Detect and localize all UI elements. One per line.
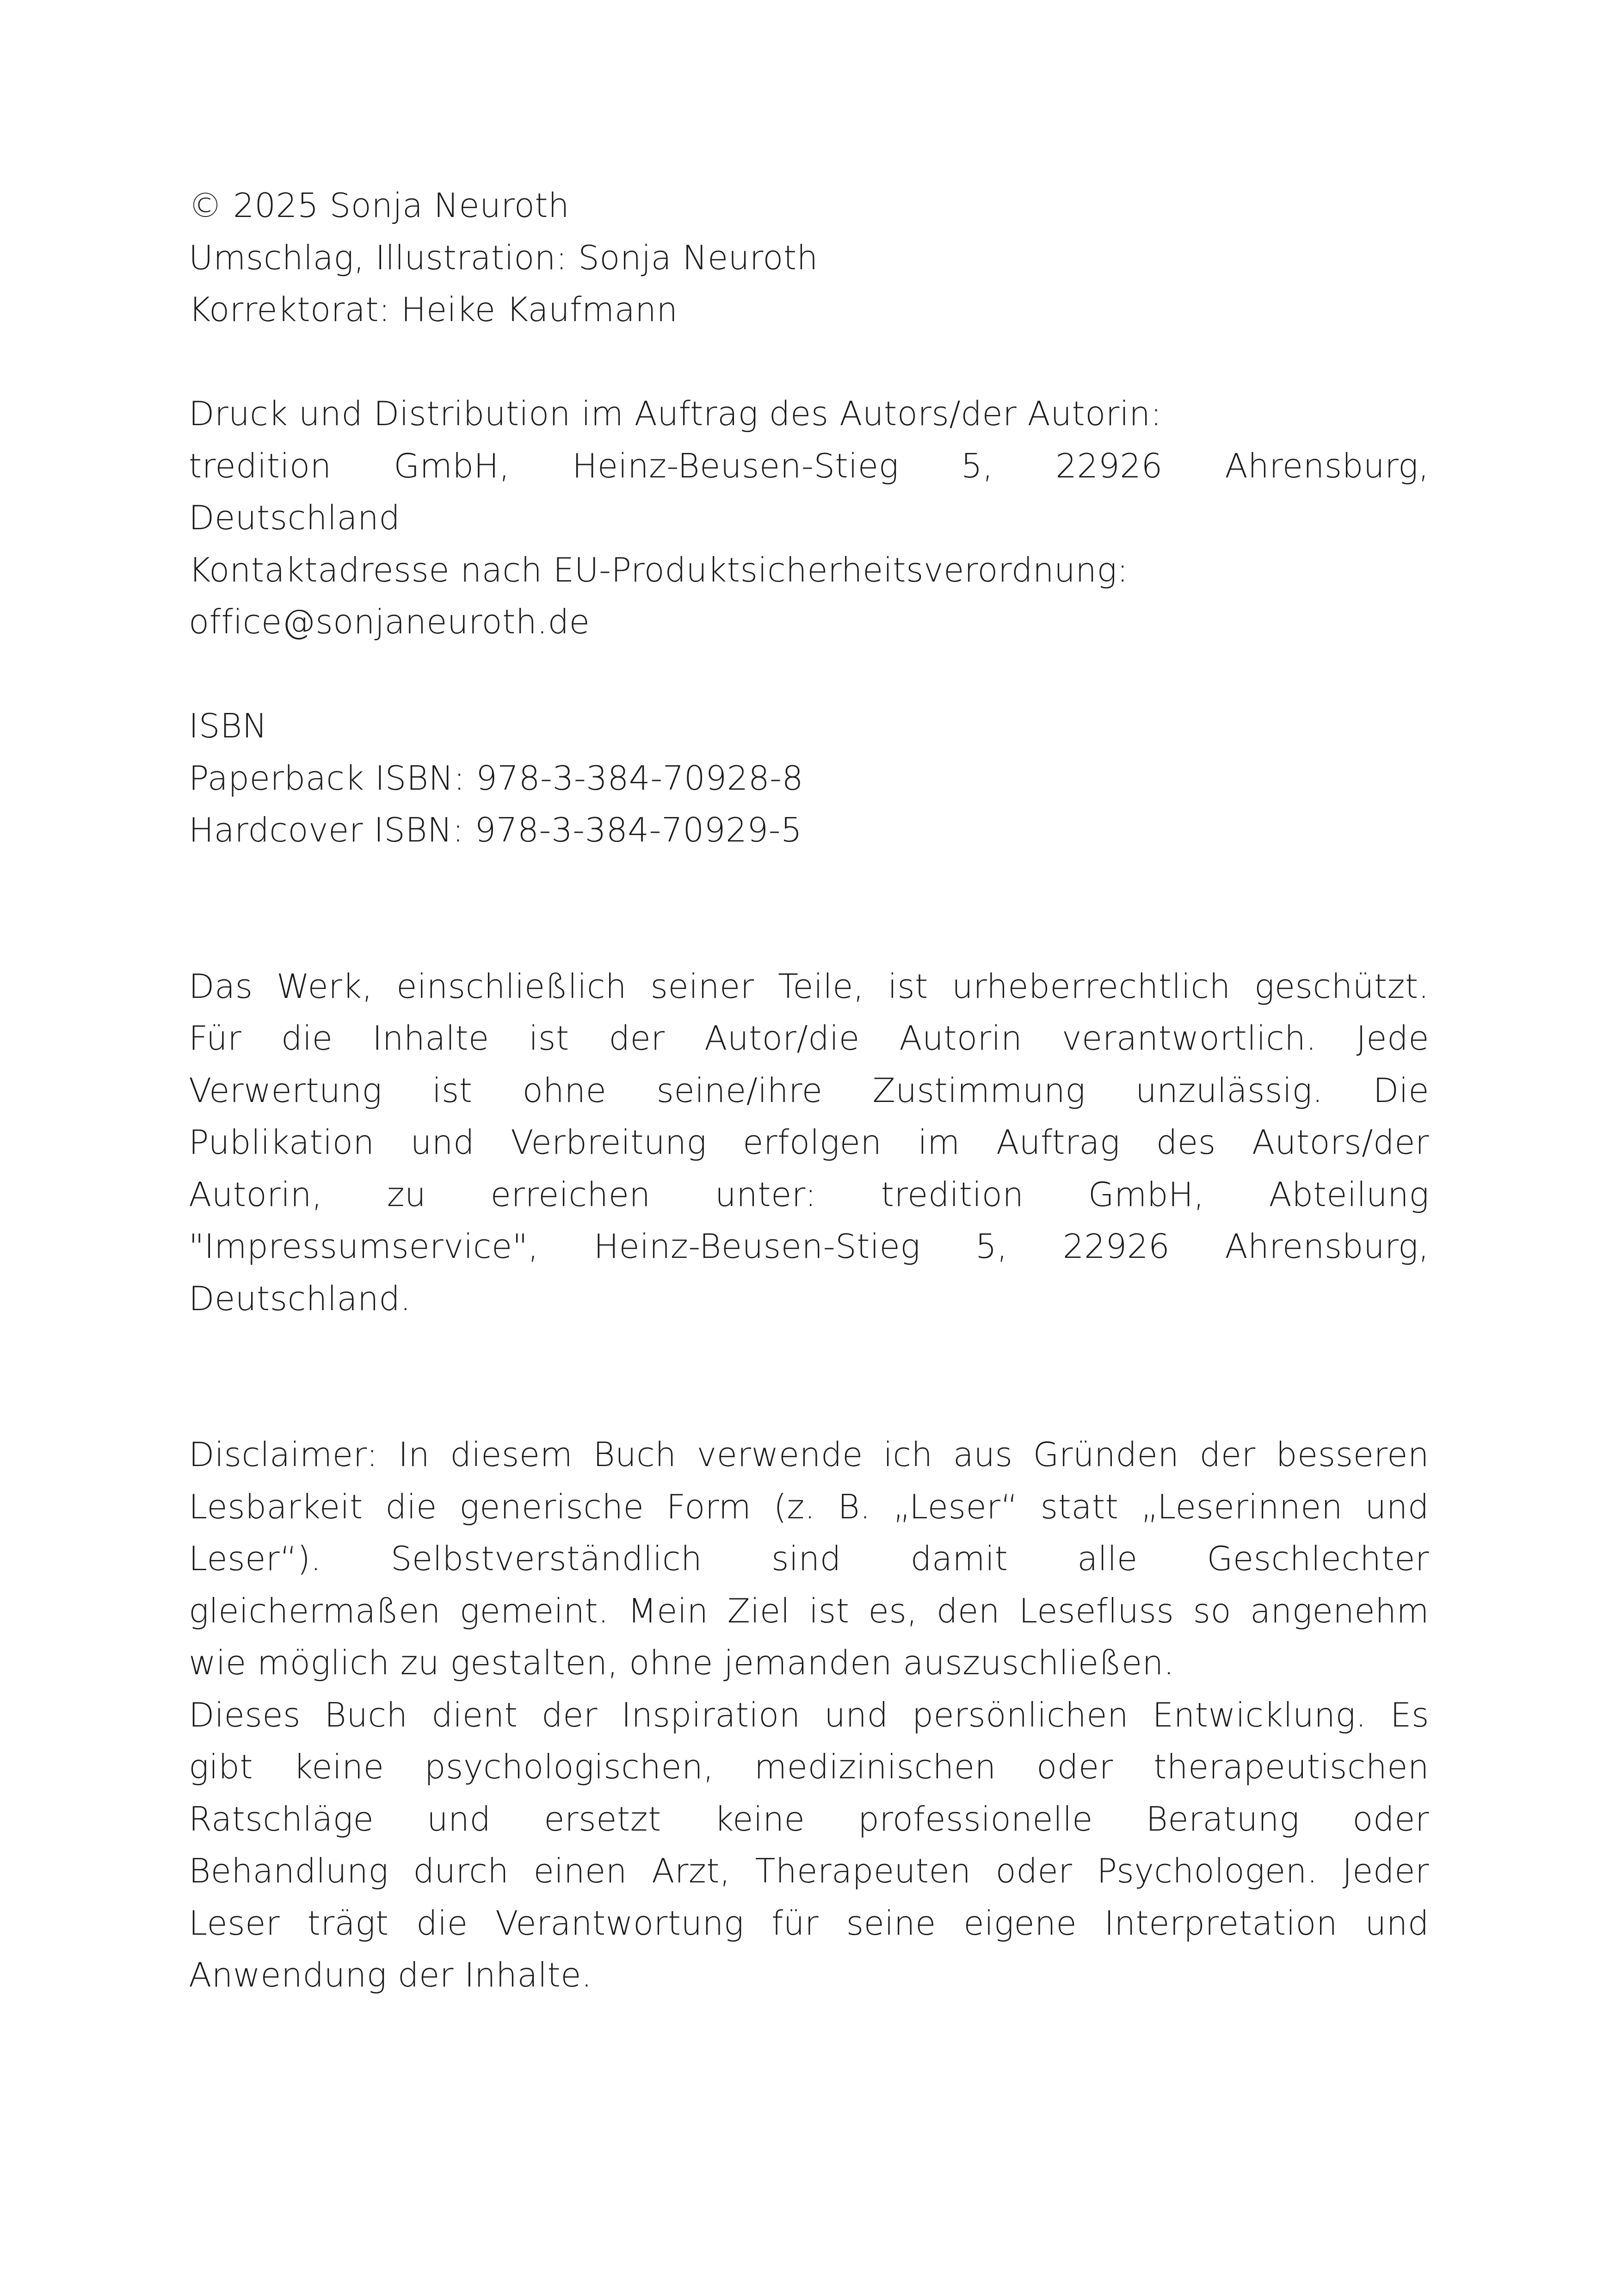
disclaimer-line: Lesbarkeit die generische Form (z. B. „Leser“ statt „Leserinnen und <box>189 1487 1429 1526</box>
spacer <box>189 1324 1429 1429</box>
disclaimer-line: Dieses Buch dient der Inspiration und persönlichen Entwicklung. Es <box>189 1695 1429 1734</box>
imprint-content <box>189 179 1429 2001</box>
disclaimer-line: gleichermaßen gemeint. Mein Ziel ist es, den Lesefluss so angenehm <box>189 1591 1429 1630</box>
distribution-address-line: tredition GmbH, Heinz-Beusen-Stieg 5, 22926 Ahrensburg, <box>189 446 1429 485</box>
disclaimer-line: gibt keine psychologischen, medizinischen oder therapeutischen <box>189 1747 1429 1786</box>
isbn-paperback: Paperback ISBN: 978-3-384-70928-8 <box>189 758 803 798</box>
copyright-notice-line: Für die Inhalte ist der Autor/die Autorin verantwortlich. Jede <box>189 1019 1429 1058</box>
disclaimer-line: Leser trägt die Verantwortung für seine eigene Interpretation und <box>189 1903 1429 1943</box>
distribution-heading: Druck und Distribution im Auftrag des Autors/der Autorin: <box>189 394 1162 433</box>
proofreading-credit-line: Korrektorat: Heike Kaufmann <box>189 290 678 329</box>
contact-email: office@sonjaneuroth.de <box>189 602 590 641</box>
disclaimer-line: Ratschläge und ersetzt keine professionelle Beratung oder <box>189 1799 1429 1838</box>
distribution-address-country: Deutschland <box>189 498 401 537</box>
disclaimer-line: Disclaimer: In diesem Buch verwende ich aus Gründen der besseren <box>189 1435 1429 1474</box>
disclaimer-line: Behandlung durch einen Arzt, Therapeuten oder Psychologen. Jeder <box>189 1851 1429 1890</box>
copyright-line: © 2025 Sonja Neuroth <box>189 186 570 225</box>
spacer <box>189 336 1429 388</box>
spacer <box>189 648 1429 700</box>
copyright-notice-line: Verwertung ist ohne seine/ihre Zustimmung unzulässig. Die <box>189 1071 1429 1110</box>
isbn-hardcover: Hardcover ISBN: 978-3-384-70929-5 <box>189 811 802 849</box>
copyright-notice-line: Deutschland. <box>189 1279 411 1318</box>
copyright-notice-paragraph <box>189 960 1429 1325</box>
contact-heading: Kontaktadresse nach EU-Produktsicherheitsverordnung: <box>189 550 1129 589</box>
disclaimer-line: wie möglich zu gestalten, ohne jemanden auszuschließen. <box>189 1643 1175 1682</box>
cover-credit-line: Umschlag, Illustration: Sonja Neuroth <box>189 238 818 277</box>
copyright-notice-line: Das Werk, einschließlich seiner Teile, ist urheberrechtlich geschützt. <box>189 966 1429 1006</box>
copyright-notice-line: Autorin, zu erreichen unter: tredition GmbH, Abteilung <box>189 1175 1429 1214</box>
disclaimer-paragraph <box>189 1429 1429 2001</box>
isbn-label: ISBN <box>189 706 267 745</box>
copyright-notice-line: Publikation und Verbreitung erfolgen im Auftrag des Autors/der <box>189 1123 1429 1162</box>
spacer <box>189 856 1429 960</box>
disclaimer-line: Anwendung der Inhalte. <box>189 1956 592 1994</box>
disclaimer-line: Leser“). Selbstverständlich sind damit alle Geschlechter <box>189 1539 1429 1578</box>
copyright-notice-line: "Impressumservice", Heinz-Beusen-Stieg 5, 22926 Ahrensburg, <box>189 1227 1429 1266</box>
